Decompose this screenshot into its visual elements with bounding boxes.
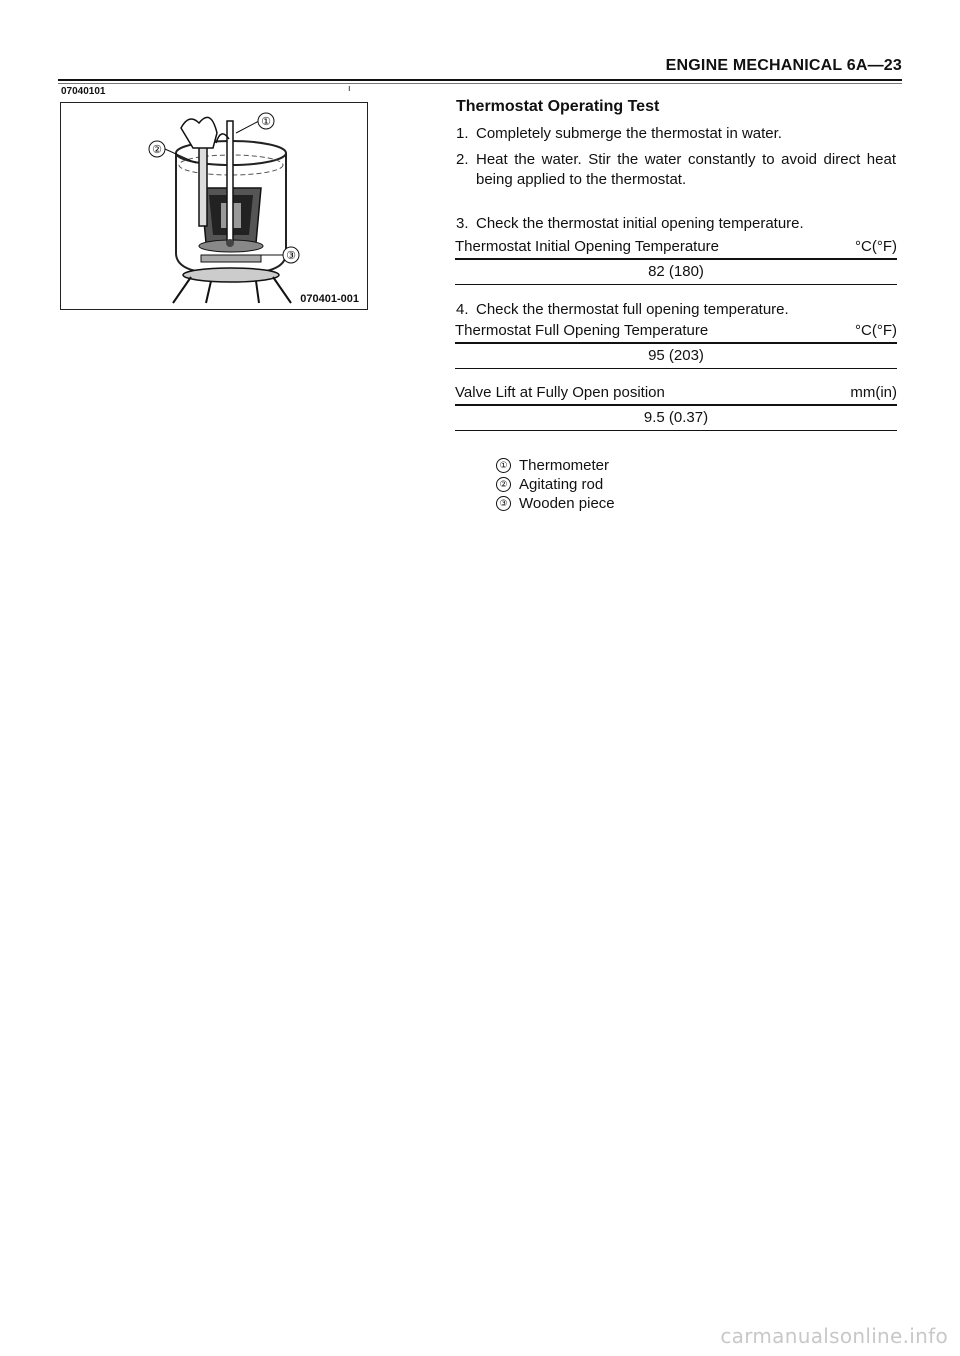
legend-text: Thermometer: [519, 457, 610, 474]
legend-marker: ③: [496, 496, 511, 511]
figure-code: 07040101: [61, 86, 106, 97]
spec-value: 9.5 (0.37): [643, 408, 709, 426]
step-text: Heat the water. Stir the water constantly to avoid direct heat being applied to the thermostat.: [476, 151, 896, 188]
figure-id: 070401-001: [300, 293, 359, 305]
step-3: [456, 214, 900, 234]
step-2: [456, 150, 900, 190]
header-rule-thin: [58, 83, 902, 84]
step-number: 1.: [456, 125, 469, 142]
legend-item: [496, 475, 615, 494]
callout-2: ②: [152, 144, 162, 156]
step-4: [456, 300, 900, 320]
spec-value: 95 (203): [648, 346, 704, 364]
figure-legend: [496, 456, 615, 513]
tick-mark: ı: [348, 83, 351, 93]
spec-unit: °C(°F): [855, 238, 897, 255]
step-number: 2.: [456, 151, 469, 168]
spec-unit: mm(in): [850, 384, 897, 401]
callout-1: ①: [261, 116, 271, 128]
spec-label: Valve Lift at Fully Open position: [455, 384, 665, 401]
legend-text: Agitating rod: [519, 476, 604, 493]
legend-marker: ①: [496, 458, 511, 473]
legend-item: [496, 456, 615, 475]
step-1: [456, 124, 900, 144]
spec-initial-opening: [455, 236, 897, 285]
spec-full-opening: [455, 320, 897, 369]
spec-rule: [455, 284, 897, 286]
step-text: Check the thermostat initial opening temperature.: [476, 215, 804, 232]
spec-unit: °C(°F): [855, 322, 897, 339]
step-text: Check the thermostat full opening temperature.: [476, 301, 789, 318]
spec-label: Thermostat Full Opening Temperature: [455, 322, 709, 339]
callout-3: ③: [286, 250, 296, 262]
header-rule: [58, 79, 902, 81]
page-title: ENGINE MECHANICAL 6A—23: [665, 57, 902, 74]
section-heading: Thermostat Operating Test: [456, 98, 660, 115]
spec-rule: [455, 430, 897, 432]
step-text: Completely submerge the thermostat in water.: [476, 125, 782, 142]
thermostat-illustration: [61, 103, 367, 309]
step-number: 4.: [456, 301, 469, 318]
spec-valve-lift: [455, 382, 897, 431]
spec-value: 82 (180): [648, 262, 704, 280]
legend-item: [496, 494, 615, 513]
watermark: carmanualsonline.info: [720, 1324, 948, 1348]
legend-text: Wooden piece: [519, 495, 615, 512]
legend-marker: ②: [496, 477, 511, 492]
spec-rule: [455, 368, 897, 370]
thermostat-test-figure: [60, 102, 368, 310]
step-number: 3.: [456, 215, 469, 232]
spec-label: Thermostat Initial Opening Temperature: [455, 238, 720, 255]
